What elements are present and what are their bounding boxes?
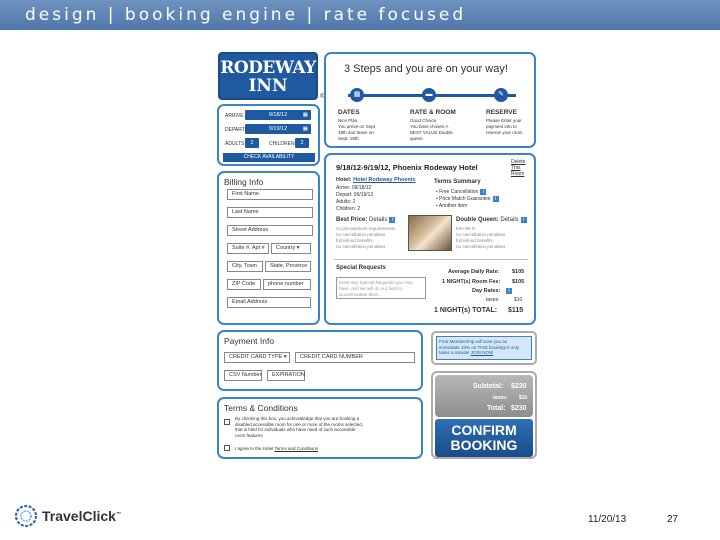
footer-date: 11/20/13 [588, 514, 627, 525]
check-availability-button[interactable] [223, 153, 315, 162]
hotel-name-link[interactable]: Hotel Rodeway Phoenix [353, 177, 416, 183]
adults-value: 2 [250, 140, 254, 146]
terms-and-conditions-link[interactable]: Terms and Conditions [274, 446, 318, 451]
expiration-placeholder: EXPIRATION [272, 372, 305, 378]
rodeway-inn-logo[interactable] [218, 52, 318, 100]
best-price-line: full refund benefits [336, 238, 373, 243]
country-select[interactable] [271, 243, 311, 254]
terms-item: • Price Match Guarantee i [436, 196, 499, 202]
double-queen-line: free Wi-Fi [456, 226, 476, 231]
taxes-label: taxes: [486, 297, 500, 303]
billing-title: Billing Info [224, 177, 264, 187]
slide-title: design | booking engine | rate focused [25, 5, 467, 25]
street-address-field[interactable] [227, 225, 313, 236]
terms-item: • Free Cancellation i [436, 189, 486, 195]
terms-item-text: Price Match Guarantee [439, 196, 491, 202]
accessible-room-checkbox[interactable] [224, 419, 230, 425]
membership-text: Free Membership will save you an immediate 10% on THIS booking! it only takes a minute! [439, 339, 519, 355]
first-name-placeholder: First Name [232, 191, 259, 197]
card-type-select[interactable] [224, 352, 290, 363]
membership-banner[interactable] [436, 336, 532, 360]
double-queen-line: no cancellation penalties [456, 232, 506, 237]
step-reserve-desc: Please Enter your payment info to reserve your room. [486, 118, 524, 135]
arrive-label: ARRIVE [225, 113, 244, 119]
double-queen-line: full refund benefits [456, 238, 493, 243]
agree-terms-text [235, 446, 318, 451]
first-name-field[interactable] [227, 189, 313, 200]
card-number-placeholder: CREDIT CARD NUMBER [300, 354, 363, 360]
special-requests-textarea[interactable] [336, 277, 426, 299]
best-price-line: no pre-payment requirements [336, 226, 396, 231]
booking-summary-panel [431, 371, 537, 459]
children-label: CHILDREN [269, 141, 295, 147]
zip-placeholder: ZIP Code [232, 281, 256, 287]
children-select[interactable] [295, 138, 309, 148]
step-dates-desc: Nice Plan. You arrive on Sept 18th and leave on Sept. 19th. [338, 118, 375, 141]
card-type-placeholder: CREDIT CARD TYPE [229, 354, 283, 360]
membership-panel [431, 331, 537, 365]
hotel-line [336, 177, 415, 183]
logo-line1: RODEWAY [220, 58, 316, 78]
delete-room-link[interactable]: Delete This Room [511, 159, 526, 177]
total-label: 1 NIGHT(s) TOTAL: [434, 307, 498, 314]
brand-tm: ™ [115, 511, 121, 518]
payment-title: Payment Info [224, 336, 275, 346]
special-requests-title: Special Requests [336, 265, 386, 271]
card-number-field[interactable] [295, 352, 415, 363]
taxes-value: $10 [514, 297, 523, 303]
step-reserve-label: RESERVE [486, 109, 517, 116]
step-dates-label: DATES [338, 109, 360, 116]
summary-total-value: $230 [511, 405, 527, 412]
reservation-adults: Adults: 2 [336, 199, 356, 205]
best-price-label: Best Price: [336, 217, 368, 223]
last-name-field[interactable] [227, 207, 313, 218]
best-price-row [336, 217, 395, 223]
suite-placeholder: Suite #, Apt # [232, 245, 265, 251]
confirm-line2: BOOKING [450, 437, 518, 453]
double-queen-lines [456, 226, 505, 250]
terms-conditions-panel [217, 397, 423, 459]
terms-item-text: Free Cancellation [439, 189, 479, 195]
join-now-link[interactable]: JOIN NOW [470, 350, 494, 355]
email-placeholder: Email Address [232, 299, 268, 305]
subtotal-value: $230 [511, 383, 527, 390]
step-rate-room-label: RATE & ROOM [410, 109, 456, 116]
double-queen-line: no cancellation penalties [456, 244, 506, 249]
expiration-field[interactable] [267, 370, 305, 381]
brand-name [42, 508, 121, 524]
arrive-date-field[interactable] [245, 110, 311, 120]
depart-label: DEPART [225, 127, 245, 133]
steps-panel [324, 52, 536, 148]
zip-field[interactable] [227, 279, 261, 290]
csv-field[interactable] [224, 370, 262, 381]
summary-total-label: Total: [487, 405, 506, 412]
calendar-icon: ▦ [302, 126, 308, 132]
agree-terms-prefix: I agree to the Hotel [235, 446, 275, 451]
agree-terms-checkbox[interactable] [224, 445, 230, 451]
reservation-panel [324, 153, 536, 325]
reservation-title: 9/18/12-9/19/12, Phoenix Rodeway Hotel [336, 163, 478, 172]
room-fee-value: $105 [512, 279, 525, 285]
payment-panel [217, 330, 423, 391]
suite-field[interactable] [227, 243, 269, 254]
best-price-lines [336, 226, 395, 250]
info-icon[interactable]: i [521, 217, 527, 223]
hotel-label: Hotel: [336, 177, 352, 183]
page-number: 27 [667, 514, 679, 525]
best-price-line: no cancellation penalties [336, 244, 386, 249]
double-queen-label: Double Queen: [456, 217, 499, 223]
registered-mark: ® [320, 94, 325, 100]
steps-headline: 3 Steps and you are on your way! [344, 63, 508, 75]
total-value: $115 [508, 307, 524, 314]
confirm-line1: CONFIRM [451, 422, 517, 438]
hotel-room-photo [408, 215, 452, 251]
summary-box [435, 375, 533, 417]
slide-title-bar [0, 0, 720, 30]
email-field[interactable] [227, 297, 311, 308]
subtotal-label: Subtotal: [473, 383, 504, 390]
chevron-down-icon: ▾ [295, 245, 300, 251]
brand-text: TravelClick [42, 508, 116, 524]
info-icon[interactable]: i [493, 196, 499, 202]
info-icon[interactable]: i [389, 217, 395, 223]
state-field[interactable] [265, 261, 311, 272]
divider [334, 259, 528, 260]
travelclick-brand [14, 504, 121, 528]
last-name-placeholder: Last Name [232, 209, 259, 215]
calendar-icon: ▦ [350, 88, 364, 102]
bed-icon: ▬ [422, 88, 436, 102]
terms-item: • Another item [436, 203, 468, 209]
day-rates-label: Day Rates: [472, 288, 501, 294]
country-placeholder: Country [276, 245, 296, 251]
csv-placeholder: CSV Number [229, 372, 262, 378]
billing-panel [217, 171, 320, 325]
terms-item-text: Another item [438, 203, 468, 209]
best-price-details-link[interactable]: Details [369, 217, 388, 223]
chevron-down-icon: ▾ [282, 354, 287, 360]
adults-select[interactable] [245, 138, 259, 148]
adults-label: ADULTS [225, 141, 245, 147]
availability-panel [217, 104, 320, 166]
double-queen-row [456, 217, 527, 223]
logo-line2: INN [248, 76, 288, 96]
phone-placeholder: phone number [268, 281, 304, 287]
arrive-date-value: 9/18/12 [268, 112, 288, 118]
depart-date-field[interactable] [245, 124, 311, 134]
info-icon[interactable]: i [506, 288, 512, 294]
summary-taxes-label: taxes: [493, 395, 508, 401]
city-placeholder: City, Town [232, 263, 257, 269]
double-queen-details-link[interactable]: Details [500, 217, 519, 223]
summary-taxes-value: $10 [519, 395, 528, 401]
reservation-depart: Depart: 09/19/12 [336, 192, 374, 198]
travelclick-logo-icon [14, 504, 38, 528]
street-placeholder: Street Address [232, 227, 269, 233]
special-requests-placeholder: Enter any Special Requests you may have, and we will do our best to accommodate them. [339, 280, 413, 297]
calendar-icon: ▦ [302, 112, 308, 118]
depart-date-value: 9/19/12 [268, 126, 288, 132]
avg-rate-value: $105 [512, 269, 525, 275]
confirm-booking-button[interactable] [435, 419, 533, 457]
reservation-children: Children: 2 [336, 206, 361, 212]
pencil-icon: ✎ [494, 88, 508, 102]
accessible-room-text: By checking this box, you acknowledge that you are booking a disabled accessible room for one or more of the rooms selected, that is held for individuals who have need of such accessible room features [235, 416, 364, 438]
city-field[interactable] [227, 261, 263, 272]
phone-field[interactable] [263, 279, 311, 290]
avg-rate-label: Average Daily Rate: [448, 269, 500, 275]
reservation-arrive: Arrive: 09/18/12 [336, 185, 372, 191]
info-icon[interactable]: i [480, 189, 486, 195]
room-fee-label: 1 NIGHT(s) Room Fee: [442, 279, 501, 285]
terms-summary-title: Terms Summary [434, 179, 481, 185]
check-availability-label: CHECK AVAILABILITY [243, 154, 295, 160]
step-rate-room-desc: Good Choice. You have chosen A BEST VALUE Double queen. [410, 118, 453, 141]
state-placeholder: State, Province [270, 263, 308, 269]
best-price-line: no cancellation penalties [336, 232, 386, 237]
terms-conditions-title: Terms & Conditions [224, 403, 298, 413]
children-value: 2 [300, 140, 304, 146]
